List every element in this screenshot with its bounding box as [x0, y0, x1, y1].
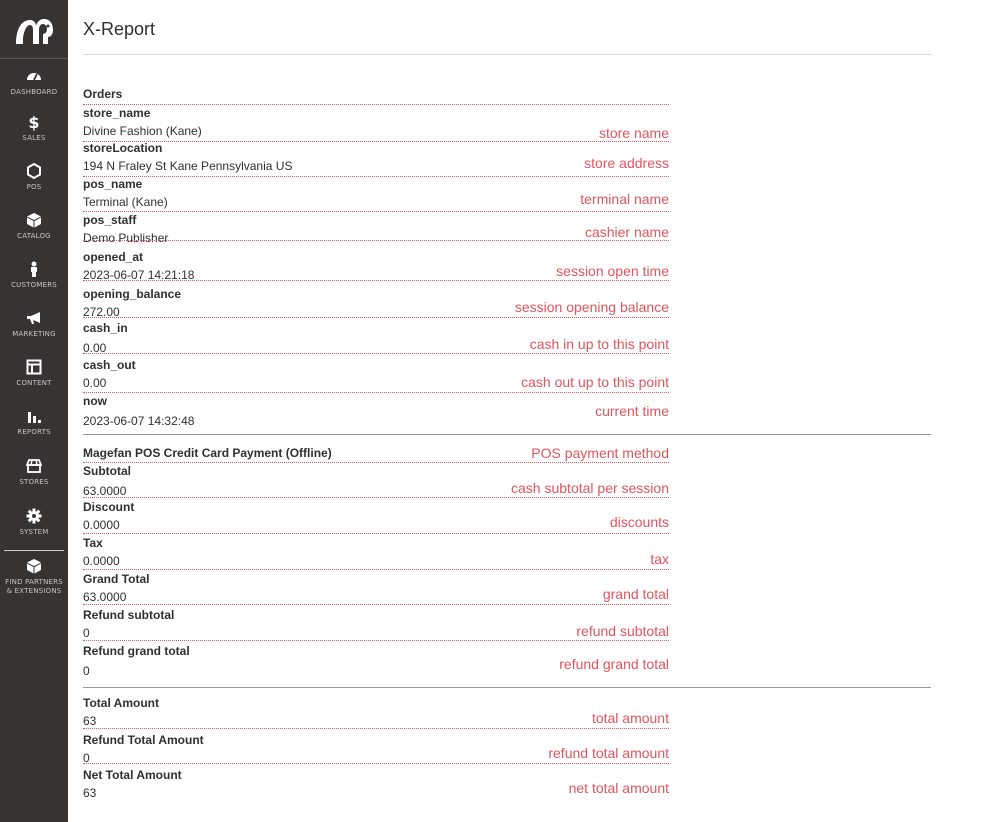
- row-annotation: total amount: [591, 710, 669, 726]
- row-label: Refund subtotal: [83, 608, 175, 622]
- cube-icon: [25, 558, 43, 576]
- sidebar-item-marketing[interactable]: [0, 310, 68, 338]
- sidebar-item-label: SALES: [22, 134, 46, 142]
- row-annotation: terminal name: [580, 191, 669, 207]
- admin-sidebar: [0, 0, 68, 822]
- row-annotation: store address: [584, 155, 669, 171]
- row-value: 63: [83, 714, 97, 728]
- annotation-underline: [83, 104, 669, 105]
- row-value: Demo Publisher: [83, 231, 169, 245]
- row-label: Net Total Amount: [83, 768, 182, 782]
- row-annotation: cashier name: [584, 224, 669, 240]
- row-annotation: session open time: [556, 263, 669, 279]
- payment-method-label: Magefan POS Credit Card Payment (Offline): [83, 446, 332, 460]
- bar-chart-icon: [25, 408, 43, 426]
- annotation-underline: [83, 392, 669, 393]
- row-value: 272.00: [83, 305, 120, 319]
- hexagon-icon: [25, 163, 43, 181]
- row-value: Divine Fashion (Kane): [83, 124, 202, 138]
- row-annotation: refund subtotal: [576, 623, 669, 639]
- sidebar-item-find-partners[interactable]: [0, 558, 68, 596]
- row-value: 194 N Fraley St Kane Pennsylvania US: [83, 159, 293, 173]
- sidebar-item-content[interactable]: [0, 359, 68, 387]
- sidebar-item-system[interactable]: [0, 508, 68, 536]
- row-label: pos_staff: [83, 213, 137, 227]
- row-annotation: current time: [595, 403, 669, 419]
- box-icon: [25, 212, 43, 230]
- row-label: Total Amount: [83, 696, 159, 710]
- annotation-underline: [83, 569, 669, 570]
- row-value: 63: [83, 786, 97, 800]
- sidebar-item-label: FIND PARTNERS: [5, 578, 63, 586]
- row-annotation: net total amount: [568, 780, 669, 796]
- row-value: 63.0000: [83, 484, 127, 498]
- storefront-icon: [25, 458, 43, 476]
- annotation-underline: [83, 176, 669, 177]
- page-title: X-Report: [83, 19, 156, 39]
- sidebar-item-label: CONTENT: [16, 379, 52, 387]
- gear-icon: [25, 508, 43, 526]
- row-label: cash_out: [83, 358, 136, 372]
- row-value: 0: [83, 664, 90, 678]
- annotation-underline: [83, 640, 669, 641]
- row-label: cash_in: [83, 321, 128, 335]
- sidebar-divider: [4, 550, 64, 551]
- row-value: 0.00: [83, 376, 107, 390]
- sidebar-item-label: REPORTS: [17, 428, 51, 436]
- sidebar-item-stores[interactable]: [0, 458, 68, 486]
- annotation-underline: [83, 533, 669, 534]
- sidebar-item-label: CATALOG: [17, 232, 51, 240]
- row-annotation: refund grand total: [559, 656, 669, 672]
- row-value: Terminal (Kane): [83, 195, 168, 209]
- sidebar-item-label: POS: [26, 183, 42, 191]
- row-label: pos_name: [83, 177, 143, 191]
- orders-heading: Orders: [83, 87, 123, 101]
- row-label: opening_balance: [83, 287, 182, 301]
- row-label: now: [83, 394, 107, 408]
- logo-divider: [0, 58, 68, 59]
- row-value: 0: [83, 626, 90, 640]
- megaphone-icon: [25, 310, 43, 328]
- row-value: 0.00: [83, 341, 107, 355]
- row-label: Grand Total: [83, 572, 150, 586]
- section-divider: [83, 687, 931, 688]
- sidebar-item-label-line2: & EXTENSIONS: [6, 587, 62, 595]
- row-label: Tax: [83, 536, 103, 550]
- row-annotation: store name: [598, 125, 669, 141]
- row-value: 0.0000: [83, 518, 120, 532]
- row-annotation: refund total amount: [548, 745, 669, 761]
- sidebar-item-label: CUSTOMERS: [11, 281, 57, 289]
- sidebar-item-sales[interactable]: [0, 114, 68, 142]
- sidebar-item-label: MARKETING: [12, 330, 56, 338]
- row-annotation: grand total: [602, 586, 669, 602]
- annotation-underline: [83, 317, 669, 318]
- annotation-underline: [83, 604, 669, 605]
- row-value: 0.0000: [83, 554, 120, 568]
- annotation-underline: [83, 240, 669, 241]
- row-annotation: cash out up to this point: [521, 374, 669, 390]
- sidebar-item-customers[interactable]: [0, 261, 68, 289]
- row-annotation: cash in up to this point: [529, 336, 669, 352]
- row-annotation: session opening balance: [514, 299, 669, 315]
- row-label: Subtotal: [83, 464, 131, 478]
- row-value: 63.0000: [83, 590, 127, 604]
- annotation-underline: [83, 462, 669, 463]
- annotation-underline: [83, 497, 669, 498]
- person-icon: [25, 261, 43, 279]
- row-label: Refund Total Amount: [83, 733, 204, 747]
- sidebar-item-pos[interactable]: [0, 163, 68, 191]
- row-label: Discount: [83, 500, 135, 514]
- annotation-underline: [83, 763, 669, 764]
- row-annotation: cash subtotal per session: [511, 480, 669, 496]
- row-label: store_name: [83, 106, 151, 120]
- layout-icon: [25, 359, 43, 377]
- sidebar-item-reports[interactable]: [0, 408, 68, 436]
- annotation-underline: [83, 141, 669, 142]
- row-annotation: tax: [650, 551, 669, 567]
- annotation-underline: [83, 728, 669, 729]
- dollar-icon: $: [28, 113, 40, 132]
- sidebar-item-catalog[interactable]: [0, 212, 68, 240]
- annotation-underline: [83, 211, 669, 212]
- row-annotation: discounts: [609, 514, 669, 530]
- row-label: opened_at: [83, 250, 144, 264]
- row-annotation: POS payment method: [531, 445, 669, 461]
- dashboard-icon: [25, 68, 43, 86]
- row-value: 0: [83, 751, 90, 765]
- row-value: 2023-06-07 14:21:18: [83, 268, 195, 282]
- section-divider: [83, 434, 931, 435]
- sidebar-item-label: DASHBOARD: [10, 88, 58, 96]
- row-value: 2023-06-07 14:32:48: [83, 414, 195, 428]
- sidebar-item-label: SYSTEM: [19, 528, 49, 536]
- magento-logo-icon[interactable]: [12, 10, 56, 50]
- title-divider: [83, 54, 931, 55]
- annotation-underline: [83, 280, 669, 281]
- annotation-underline: [83, 353, 669, 354]
- row-label: storeLocation: [83, 141, 163, 155]
- sidebar-item-dashboard[interactable]: [0, 68, 68, 96]
- sidebar-item-label: STORES: [19, 478, 49, 486]
- row-label: Refund grand total: [83, 644, 190, 658]
